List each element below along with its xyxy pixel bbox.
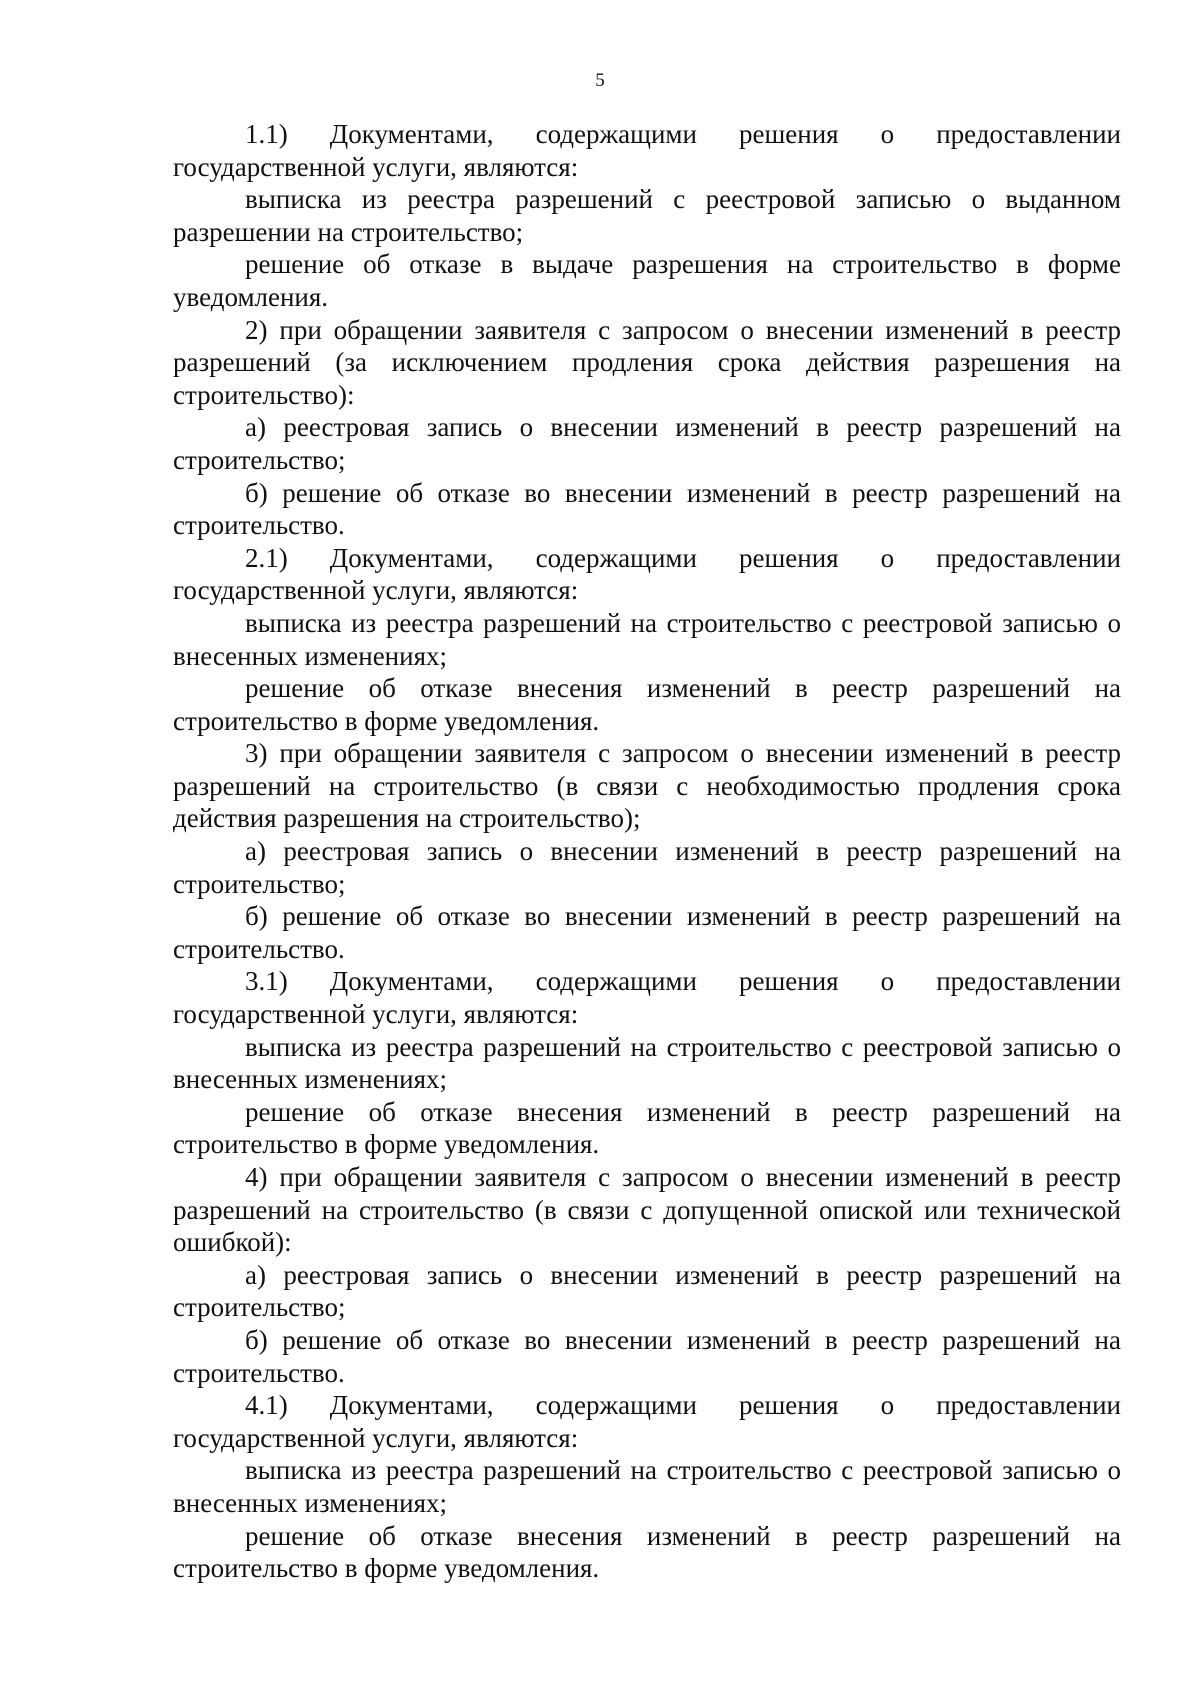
paragraph-2-1-intro: 2.1) Документами, содержащими решения о предоставлении государственной услуги, являются:: [173, 542, 1121, 606]
paragraph-1-1-refusal: решение об отказе в выдаче разрешения на строительство в форме уведомления.: [173, 249, 1121, 312]
paragraph-4-request: 4) при обращении заявителя с запросом о внесении изменений в реестр разрешений на строительство (в связи с допущенной опиской или технической ошибкой):: [173, 1162, 1121, 1258]
paragraph-4-b: б) решение об отказе во внесении изменений в реестр разрешений на строительство.: [173, 1324, 1121, 1388]
paragraph-1-1-extract: выписка из реестра разрешений с реестровой записью о выданном разрешении на строительство;: [173, 184, 1121, 247]
paragraph-3-1-refusal: решение об отказе внесения изменений в реестр разрешений на строительство в форме уведомления.: [173, 1096, 1121, 1160]
page-number: 5: [595, 70, 605, 91]
paragraph-3-b: б) решение об отказе во внесении изменений в реестр разрешений на строительство.: [173, 901, 1121, 964]
paragraph-3-1-intro: 3.1) Документами, содержащими решения о предоставлении государственной услуги, являются:: [173, 966, 1121, 1030]
paragraph-3-request: 3) при обращении заявителя с запросом о внесении изменений в реестр разрешений на строительство (в связи с необходимостью продления срока действия разрешения на строительство);: [173, 738, 1121, 834]
paragraph-4-1-extract: выписка из реестра разрешений на строительство с реестровой записью о внесенных изменениях;: [173, 1455, 1121, 1518]
paragraph-2-1-refusal: решение об отказе внесения изменений в реестр разрешений на строительство в форме уведомления.: [173, 673, 1121, 736]
paragraph-3-a: а) реестровая запись о внесении изменений в реестр разрешений на строительство;: [173, 836, 1121, 899]
paragraph-3-1-extract: выписка из реестра разрешений на строительство с реестровой записью о внесенных изменениях;: [173, 1031, 1121, 1095]
paragraph-2-b: б) решение об отказе во внесении изменений в реестр разрешений на строительство.: [173, 477, 1121, 541]
paragraph-2-a: а) реестровая запись о внесении изменений в реестр разрешений на строительство;: [173, 412, 1121, 475]
paragraph-4-a: а) реестровая запись о внесении изменений в реестр разрешений на строительство;: [173, 1259, 1121, 1323]
paragraph-4-1-intro: 4.1) Документами, содержащими решения о предоставлении государственной услуги, являются:: [173, 1390, 1121, 1453]
paragraph-2-request: 2) при обращении заявителя с запросом о внесении изменений в реестр разрешений (за исключением продления срока действия разрешения на строительство):: [173, 314, 1121, 410]
paragraph-1-1-intro: 1.1) Документами, содержащими решения о предоставлении государственной услуги, являются:: [173, 119, 1121, 182]
paragraph-2-1-extract: выписка из реестра разрешений на строительство с реестровой записью о внесенных изменениях;: [173, 607, 1121, 671]
paragraph-4-1-refusal: решение об отказе внесения изменений в реестр разрешений на строительство в форме уведомления.: [173, 1520, 1121, 1584]
document-body: [173, 118, 1121, 1585]
